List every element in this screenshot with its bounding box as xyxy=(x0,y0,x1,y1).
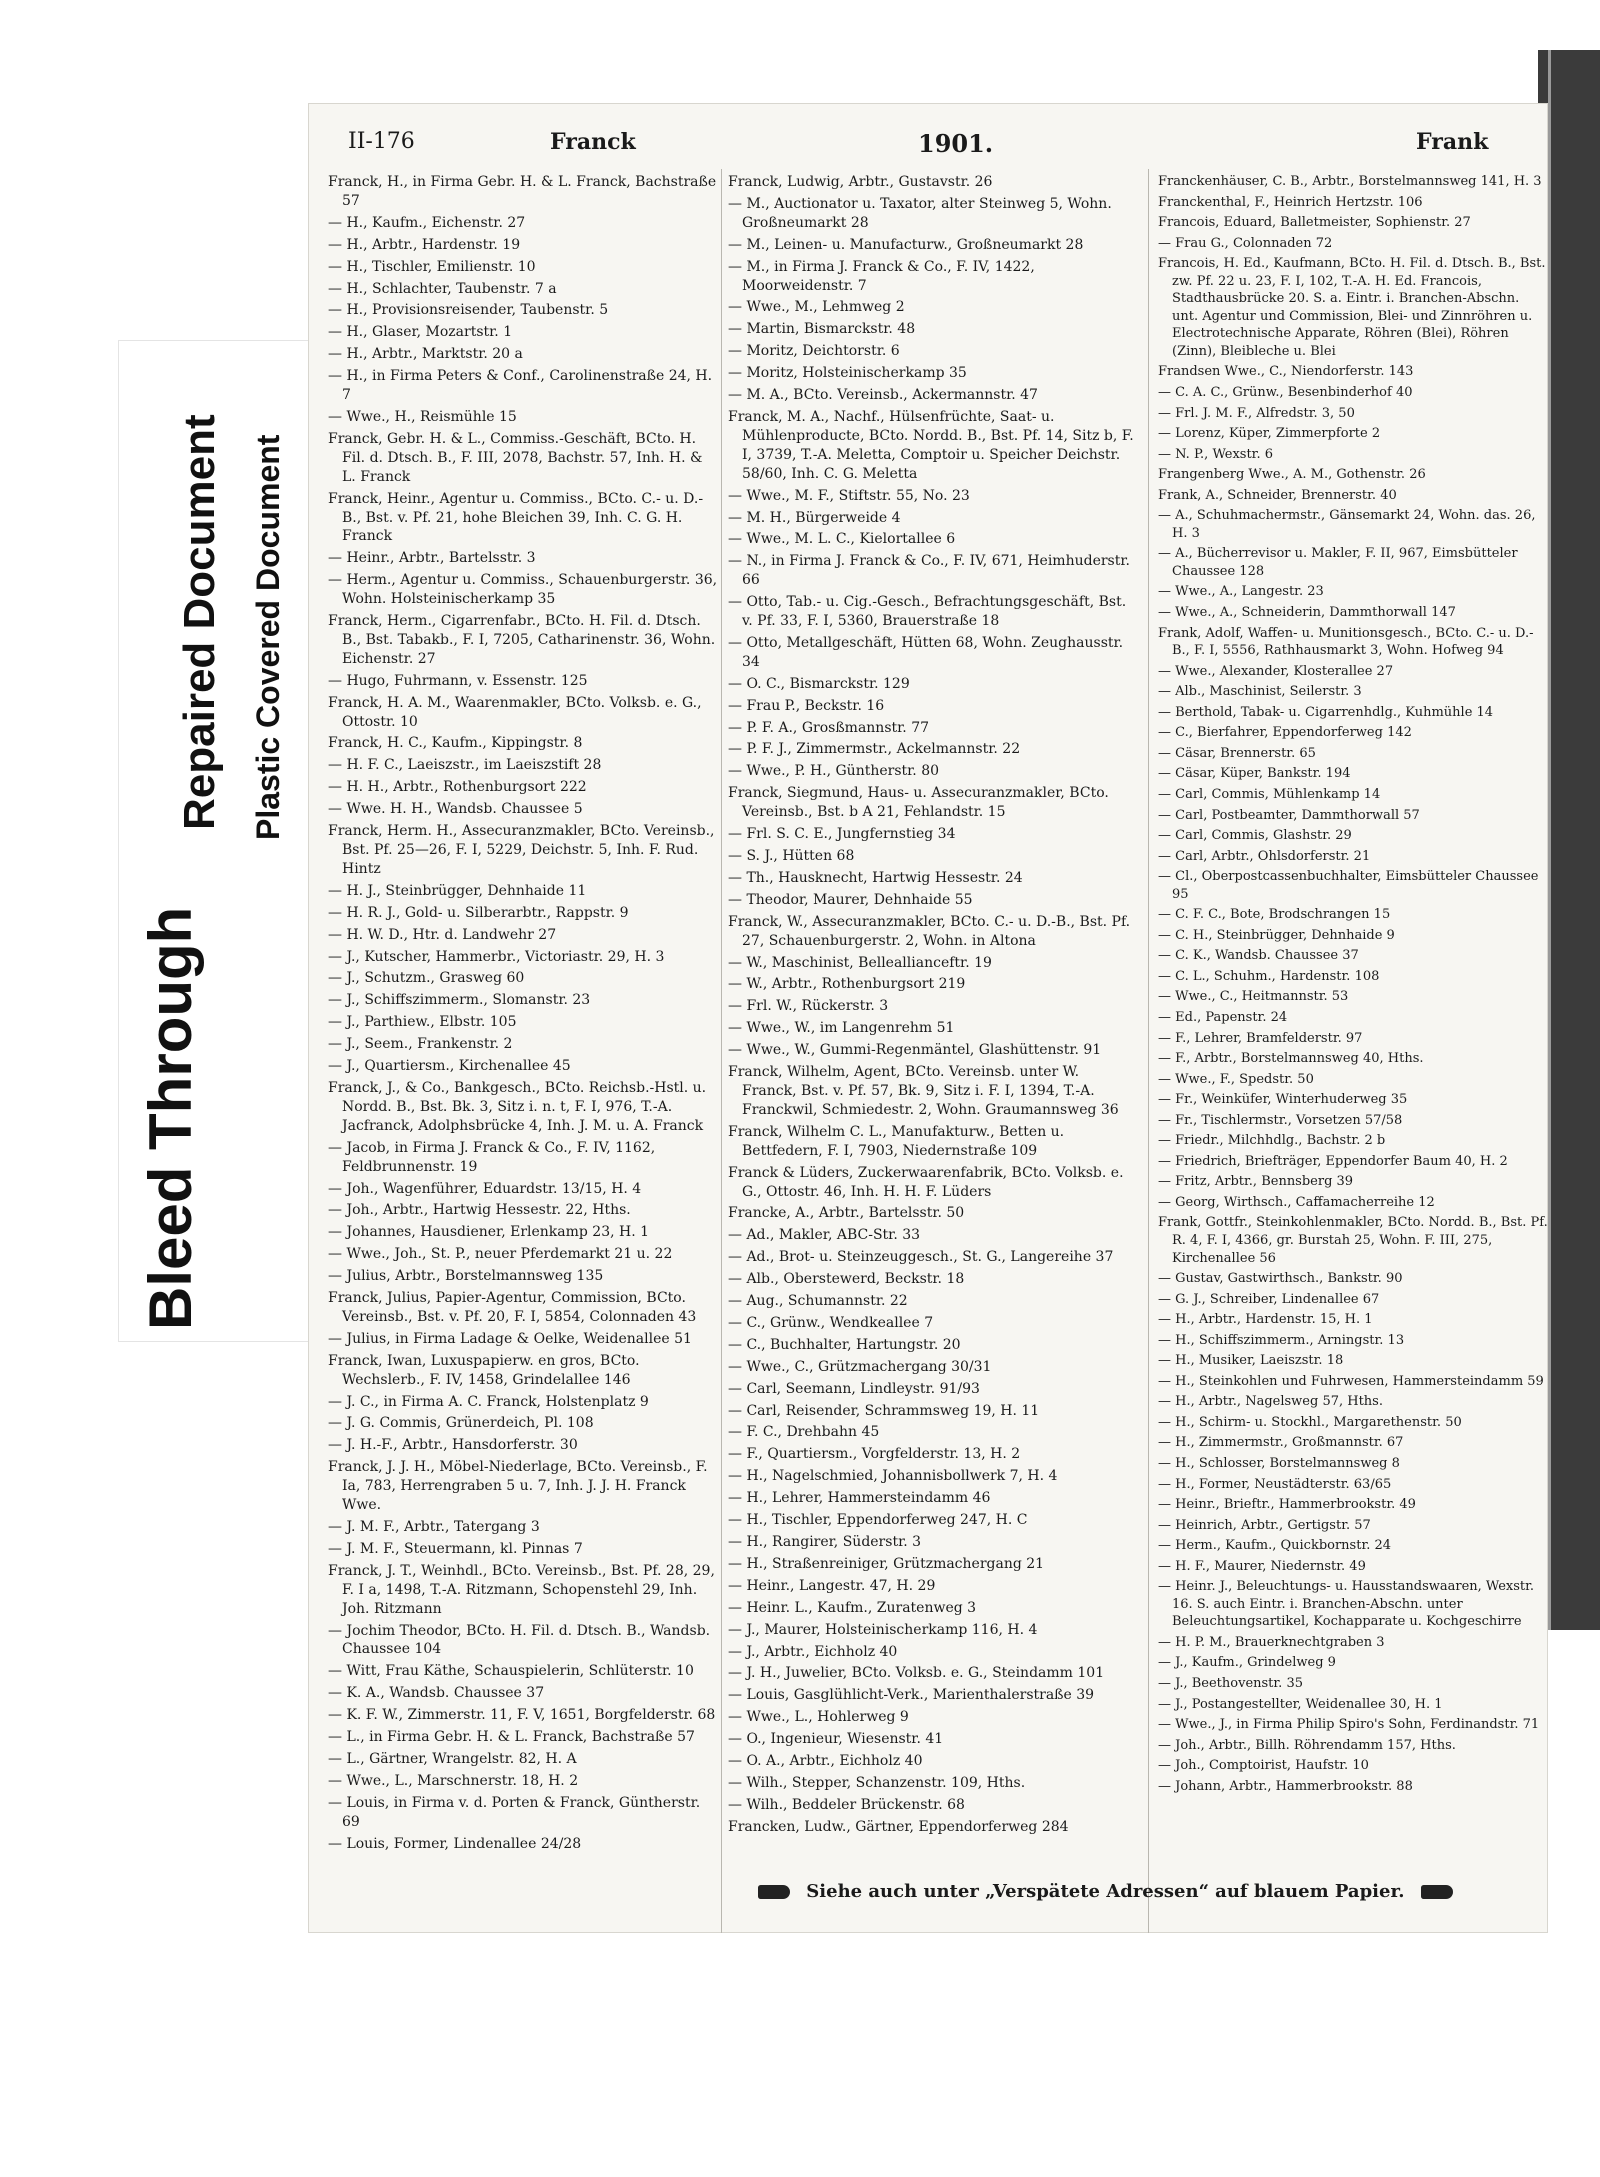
directory-entry: — Carl, Reisender, Schrammsweg 19, H. 11 xyxy=(728,1402,1040,1419)
directory-entry: — Wwe., C., Heitmannstr. 53 xyxy=(1158,989,1349,1005)
directory-entry: — H., Glaser, Mozartstr. 1 xyxy=(328,324,513,341)
directory-entry: — N. P., Wexstr. 6 xyxy=(1158,446,1273,462)
directory-entry: — Ad., Makler, ABC-Str. 33 xyxy=(728,1227,921,1244)
directory-entry: — M., in Firma J. Franck & Co., F. IV, 1422, Moorweidenstr. 7 xyxy=(728,258,1035,294)
directory-entry: — Herm., Agentur u. Commiss., Schauenburgerstr. 36, Wohn. Holsteinischerkamp 35 xyxy=(328,572,718,608)
directory-entry: — M. H., Bürgerweide 4 xyxy=(728,509,901,526)
directory-entry: — L., Gärtner, Wrangelstr. 82, H. A xyxy=(328,1750,577,1767)
directory-entry: — H., Lehrer, Hammersteindamm 46 xyxy=(728,1490,991,1507)
directory-entry: — Carl, Commis, Mühlenkamp 14 xyxy=(1158,786,1381,802)
directory-entry: — J., Maurer, Holsteinischerkamp 116, H. 4 xyxy=(728,1621,1038,1638)
directory-entry: Franck & Lüders, Zuckerwaarenfabrik, BCto. Volksb. e. G., Ottostr. 46, Inh. H. H. F. Lüders xyxy=(728,1164,1124,1200)
directory-entry: — H., Schlosser, Borstelmannsweg 8 xyxy=(1158,1456,1400,1471)
column-divider xyxy=(1148,169,1149,1933)
directory-entry: — Fritz, Arbtr., Bennsberg 39 xyxy=(1158,1174,1354,1190)
directory-entry: — C. H., Steinbrügger, Dehnhaide 9 xyxy=(1158,927,1395,943)
directory-entry: — Julius, Arbtr., Borstelmannsweg 135 xyxy=(328,1268,604,1285)
directory-entry: Franck, Gebr. H. & L., Commiss.-Geschäft, BCto. H. Fil. d. Dtsch. B., F. III, 2078, Bachstr. 57, Inh. H. & L. Franck xyxy=(328,430,703,485)
directory-entry: — F. C., Drehbahn 45 xyxy=(728,1424,880,1441)
directory-entry: — Wwe., P. H., Güntherstr. 80 xyxy=(728,763,940,780)
directory-entry: — Theodor, Maurer, Dehnhaide 55 xyxy=(728,891,973,908)
directory-entry: — C. F. C., Bote, Brodschrangen 15 xyxy=(1158,907,1391,923)
directory-entry: — Heinrich, Arbtr., Gertigstr. 57 xyxy=(1158,1517,1371,1533)
directory-entry: — Th., Hausknecht, Hartwig Hessestr. 24 xyxy=(728,869,1023,886)
directory-entry: — J. M. F., Arbtr., Tatergang 3 xyxy=(328,1519,540,1535)
directory-entry: Franck, W., Assecuranzmakler, BCto. C.- u. D.-B., Bst. Pf. 27, Schauenburgerstr. 2, Wohn. in Altona xyxy=(728,913,1131,949)
directory-entry: — Frl. S. C. E., Jungfernstieg 34 xyxy=(728,826,956,843)
directory-entry: — J., Postangestellter, Weidenallee 30, H. 1 xyxy=(1158,1696,1443,1712)
directory-entry: — Joh., Arbtr., Billh. Röhrendamm 157, Hths. xyxy=(1158,1737,1456,1753)
directory-entry: — A., Schuhmachermstr., Gänsemarkt 24, Wohn. das. 26, H. 3 xyxy=(1158,508,1536,541)
directory-entry: — Wilh., Beddeler Brückenstr. 68 xyxy=(728,1796,965,1813)
directory-entry: — Joh., Comptoirist, Haufstr. 10 xyxy=(1158,1758,1369,1774)
directory-entry: — Georg, Wirthsch., Caffamacherreihe 12 xyxy=(1158,1194,1435,1210)
directory-entry: — H., Former, Neustädterstr. 63/65 xyxy=(1158,1476,1392,1492)
directory-entry: — Wwe., M., Lehmweg 2 xyxy=(728,299,905,316)
directory-entry: Francken, Ludw., Gärtner, Eppendorferweg 284 xyxy=(728,1818,1069,1835)
pointing-hand-icon xyxy=(758,1885,790,1899)
directory-entry: — Otto, Metallgeschäft, Hütten 68, Wohn. Zeughausstr. 34 xyxy=(728,634,1124,670)
directory-entry: — H. P. M., Brauerknechtgraben 3 xyxy=(1158,1634,1385,1650)
directory-entry: — Cl., Oberpostcassenbuchhalter, Eimsbütteler Chaussee 95 xyxy=(1158,869,1539,902)
directory-entry: — O., Ingenieur, Wiesenstr. 41 xyxy=(728,1731,944,1748)
directory-entry: — H., Rangirer, Süderstr. 3 xyxy=(728,1534,922,1550)
directory-entry: — Friedrich, Briefträger, Eppendorfer Baum 40, H. 2 xyxy=(1158,1153,1508,1169)
directory-entry: — Gustav, Gastwirthsch., Bankstr. 90 xyxy=(1158,1271,1403,1287)
directory-entry: — Carl, Arbtr., Ohlsdorferstr. 21 xyxy=(1158,848,1371,864)
directory-entry: — P. F. A., Grosßmannstr. 77 xyxy=(728,719,930,736)
directory-entry: Frandsen Wwe., C., Niendorferstr. 143 xyxy=(1158,364,1414,380)
directory-entry: — Wwe., M. L. C., Kielortallee 6 xyxy=(728,531,956,548)
directory-entry: — H., Arbtr., Marktstr. 20 a xyxy=(328,346,523,363)
directory-entry: — J., Parthiew., Elbstr. 105 xyxy=(328,1014,517,1031)
directory-entry: — Wwe., C., Grützmachergang 30/31 xyxy=(728,1358,992,1375)
right-running-head: Frank xyxy=(1416,129,1489,155)
directory-entry: — H. J., Steinbrügger, Dehnhaide 11 xyxy=(328,882,587,899)
directory-entry: Frank, Gottfr., Steinkohlenmakler, BCto. Nordd. B., Bst. Pf. R. 4, F. I, 4366, gr. Burstah 25, Wohn. F. III, 275, Kirchenallee 56 xyxy=(1158,1215,1548,1266)
directory-entry: — W., Arbtr., Rothenburgsort 219 xyxy=(728,976,966,993)
directory-entry: — H. R. J., Gold- u. Silberarbtr., Rappstr. 9 xyxy=(328,904,629,921)
directory-entry: — Jacob, in Firma J. Franck & Co., F. IV, 1162, Feldbrunnenstr. 19 xyxy=(328,1139,656,1175)
directory-column-1 xyxy=(328,173,718,1857)
directory-entry: — J., Schutzm., Grasweg 60 xyxy=(328,970,525,987)
directory-entry: Frank, A., Schneider, Brennerstr. 40 xyxy=(1158,487,1397,503)
directory-entry: — Louis, in Firma v. d. Porten & Franck, Güntherstr. 69 xyxy=(328,1794,701,1830)
directory-entry: Franck, H. C., Kaufm., Kippingstr. 8 xyxy=(328,735,583,752)
directory-entry: — Lorenz, Küper, Zimmerpforte 2 xyxy=(1158,426,1381,442)
directory-entry: — J., Seem., Frankenstr. 2 xyxy=(328,1036,513,1053)
directory-entry: Franckenthal, F., Heinrich Hertzstr. 106 xyxy=(1158,194,1423,210)
directory-entry: — Frau P., Beckstr. 16 xyxy=(728,697,885,714)
directory-entry: — Fr., Weinküfer, Winterhuderweg 35 xyxy=(1158,1092,1408,1108)
directory-entry: — H., Arbtr., Nagelsweg 57, Hths. xyxy=(1158,1394,1383,1410)
directory-entry: — Wwe., Joh., St. P., neuer Pferdemarkt 21 u. 22 xyxy=(328,1246,673,1263)
left-running-head: Franck xyxy=(550,129,636,155)
directory-entry: — H. F. C., Laeiszstr., im Laeiszstift 28 xyxy=(328,757,602,774)
directory-entry: — Friedr., Milchhdlg., Bachstr. 2 b xyxy=(1158,1133,1386,1149)
directory-entry: — O. C., Bismarckstr. 129 xyxy=(728,675,910,692)
directory-entry: — Heinr., Arbtr., Bartelsstr. 3 xyxy=(328,550,536,567)
directory-entry: — Witt, Frau Käthe, Schauspielerin, Schlüterstr. 10 xyxy=(328,1663,694,1680)
directory-entry: — H., Straßenreiniger, Grützmachergang 21 xyxy=(728,1555,1045,1572)
directory-entry: — Moritz, Deichtorstr. 6 xyxy=(728,343,900,360)
directory-entry: — Moritz, Holsteinischerkamp 35 xyxy=(728,365,967,382)
directory-entry: — Johann, Arbtr., Hammerbrookstr. 88 xyxy=(1158,1778,1413,1794)
directory-entry: — F., Quartiersm., Vorgfelderstr. 13, H. 2 xyxy=(728,1446,1021,1463)
directory-entry: — H. W. D., Htr. d. Landwehr 27 xyxy=(328,926,557,943)
directory-entry: — Joh., Arbtr., Hartwig Hessestr. 22, Hths. xyxy=(328,1202,631,1219)
directory-entry: — Wwe., L., Marschnerstr. 18, H. 2 xyxy=(328,1772,579,1789)
directory-entry: — H., Kaufm., Eichenstr. 27 xyxy=(328,214,526,231)
directory-entry: Franck, Iwan, Luxuspapierw. en gros, BCto. Wechslerb., F. IV, 1458, Grindelallee 146 xyxy=(328,1352,640,1388)
directory-entry: — Wwe., A., Schneiderin, Dammthorwall 147 xyxy=(1158,605,1456,621)
directory-entry: — H., Steinkohlen und Fuhrwesen, Hammersteindamm 59 xyxy=(1158,1373,1544,1389)
directory-entry: — C. L., Schuhm., Hardenstr. 108 xyxy=(1158,968,1380,984)
directory-entry: — M., Auctionator u. Taxator, alter Steinweg 5, Wohn. Großneumarkt 28 xyxy=(728,195,1112,231)
directory-entry: — Wilh., Stepper, Schanzenstr. 109, Hths. xyxy=(728,1774,1026,1791)
directory-entry: — H., Tischler, Eppendorferweg 247, H. C xyxy=(728,1512,1028,1529)
directory-entry: Franck, Heinr., Agentur u. Commiss., BCto. C.- u. D.-B., Bst. v. Pf. 21, hohe Bleichen 39, Inh. C. G. H. Franck xyxy=(328,490,704,545)
directory-entry: — Ad., Brot- u. Steinzeuggesch., St. G., Langereihe 37 xyxy=(728,1249,1114,1266)
directory-entry: Francois, Eduard, Balletmeister, Sophienstr. 27 xyxy=(1158,215,1471,231)
directory-entry: — F., Arbtr., Borstelmannsweg 40, Hths. xyxy=(1158,1051,1424,1067)
directory-entry: — C. A. C., Grünw., Besenbinderhof 40 xyxy=(1158,385,1413,401)
plastic-covered-stamp: Plastic Covered Document xyxy=(250,434,286,840)
directory-entry: Franck, Julius, Papier-Agentur, Commission, BCto. Vereinsb., Bst. v. Pf. 20, F. I, 5854, Colonnaden 43 xyxy=(328,1290,697,1325)
directory-entry: — M., Leinen- u. Manufacturw., Großneumarkt 28 xyxy=(728,236,1084,253)
directory-entry: — Fr., Tischlermstr., Vorsetzen 57/58 xyxy=(1158,1112,1403,1128)
directory-entry: — N., in Firma J. Franck & Co., F. IV, 671, Heimhuderstr. 66 xyxy=(728,553,1130,589)
directory-entry: — H. F., Maurer, Niedernstr. 49 xyxy=(1158,1558,1366,1574)
directory-entry: — Carl, Seemann, Lindleystr. 91/93 xyxy=(728,1380,980,1397)
directory-entry: Franck, H. A. M., Waarenmakler, BCto. Volksb. e. G., Ottostr. 10 xyxy=(328,694,702,730)
directory-entry: — Cäsar, Brennerstr. 65 xyxy=(1158,745,1316,761)
directory-entry: — Wwe., J., in Firma Philip Spiro's Sohn, Ferdinandstr. 71 xyxy=(1158,1717,1540,1733)
directory-entry: — H., Provisionsreisender, Taubenstr. 5 xyxy=(328,302,609,319)
column-divider xyxy=(721,169,722,1933)
directory-entry: — Ed., Papenstr. 24 xyxy=(1158,1009,1288,1025)
directory-entry: — Wwe., H., Reismühle 15 xyxy=(328,408,517,425)
directory-entry: — J. C., in Firma A. C. Franck, Holstenplatz 9 xyxy=(328,1393,649,1410)
directory-entry: — H., in Firma Peters & Conf., Carolinenstraße 24, H. 7 xyxy=(328,368,713,404)
directory-entry: — Wwe., M. F., Stiftstr. 55, No. 23 xyxy=(728,487,970,504)
directory-entry: — J. H.-F., Arbtr., Hansdorferstr. 30 xyxy=(328,1437,578,1454)
directory-entry: — Wwe., A., Langestr. 23 xyxy=(1158,584,1324,600)
directory-entry: — Otto, Tab.- u. Cig.-Gesch., Befrachtungsgeschäft, Bst. v. Pf. 33, F. I, 5360, Brauerstraße 18 xyxy=(728,594,1127,630)
directory-entry: Frangenberg Wwe., A. M., Gothenstr. 26 xyxy=(1158,467,1426,483)
directory-entry: — H., Arbtr., Hardenstr. 19 xyxy=(328,236,521,253)
directory-entry: — C., Buchhalter, Hartungstr. 20 xyxy=(728,1336,961,1353)
pointing-hand-icon xyxy=(1421,1885,1453,1899)
directory-entry: — H., Musiker, Laeiszstr. 18 xyxy=(1158,1353,1344,1369)
directory-entry: Franck, M. A., Nachf., Hülsenfrüchte, Saat- u. Mühlenproducte, BCto. Nordd. B., Bst. Pf. 14, Sitz b, F. I, 3739, T.-A. Meletta, Comptoir u. Speicher Deichstr. 58/60, Inh. C. G. Meletta xyxy=(728,408,1134,482)
directory-entry: — H. H., Arbtr., Rothenburgsort 222 xyxy=(328,779,587,796)
directory-entry: — C., Bierfahrer, Eppendorferweg 142 xyxy=(1158,725,1412,741)
directory-entry: — H., Zimmermstr., Großmannstr. 67 xyxy=(1158,1435,1404,1451)
directory-entry: — J., Arbtr., Eichholz 40 xyxy=(728,1643,898,1660)
directory-entry: — Cäsar, Küper, Bankstr. 194 xyxy=(1158,766,1351,782)
directory-entry: — J. M. F., Steuermann, kl. Pinnas 7 xyxy=(328,1540,583,1557)
directory-entry: — Frl. W., Rückerstr. 3 xyxy=(728,998,889,1015)
directory-entry: — K. A., Wandsb. Chaussee 37 xyxy=(328,1685,545,1702)
directory-entry: — K. F. W., Zimmerstr. 11, F. V, 1651, Borgfelderstr. 68 xyxy=(328,1707,716,1724)
directory-entry: Franck, Siegmund, Haus- u. Assecuranzmakler, BCto. Vereinsb., Bst. b A 21, Fehlandstr. 15 xyxy=(728,785,1109,821)
page-number: II-176 xyxy=(348,129,415,154)
directory-page xyxy=(308,103,1548,1933)
directory-entry: Franck, Wilhelm C. L., Manufakturw., Betten u. Bettfedern, F. I, 7903, Niedernstraße 109 xyxy=(728,1123,1065,1159)
directory-entry: Franck, Ludwig, Arbtr., Gustavstr. 26 xyxy=(728,174,993,190)
directory-entry: — Joh., Wagenführer, Eduardstr. 13/15, H. 4 xyxy=(328,1180,642,1197)
directory-entry: — Frl. J. M. F., Alfredstr. 3, 50 xyxy=(1158,405,1355,421)
directory-entry: Franckenhäuser, C. B., Arbtr., Borstelmannsweg 141, H. 3 xyxy=(1158,174,1542,189)
directory-entry: — Louis, Gasglühlicht-Verk., Marienthalerstraße 39 xyxy=(728,1687,1095,1704)
directory-entry: Franck, J. J. H., Möbel-Niederlage, BCto. Vereinsb., F. Ia, 783, Herrengraben 5 u. 7, Inh. J. J. H. Franck Wwe. xyxy=(328,1459,708,1514)
repaired-document-stamp: Repaired Document xyxy=(175,414,224,830)
directory-entry: — Heinr. L., Kaufm., Zuratenweg 3 xyxy=(728,1599,977,1616)
directory-entry: — Martin, Bismarckstr. 48 xyxy=(728,321,916,338)
directory-entry: — Alb., Maschinist, Seilerstr. 3 xyxy=(1158,684,1362,700)
directory-entry: — J. G. Commis, Grünerdeich, Pl. 108 xyxy=(328,1415,594,1432)
directory-entry: — G. J., Schreiber, Lindenallee 67 xyxy=(1158,1291,1380,1307)
directory-entry: Franck, H., in Firma Gebr. H. & L. Franck, Bachstraße 57 xyxy=(328,174,717,209)
directory-entry: Franck, Herm., Cigarrenfabr., BCto. H. Fil. d. Dtsch. B., Bst. Tabakb., F. I, 7205, Catharinenstr. 36, Wohn. Eichenstr. 27 xyxy=(328,613,716,667)
directory-entry: Frank, Adolf, Waffen- u. Munitionsgesch., BCto. C.- u. D.-B., F. I, 5556, Rathhausmarkt 3, Wohn. Hofweg 94 xyxy=(1158,625,1534,659)
directory-entry: Francke, A., Arbtr., Bartelsstr. 50 xyxy=(728,1205,965,1222)
directory-entry: — J., Schiffszimmerm., Slomanstr. 23 xyxy=(328,992,591,1009)
page-footer-note xyxy=(748,1881,1463,1902)
directory-entry: — Alb., Oberstewerd, Beckstr. 18 xyxy=(728,1271,965,1288)
directory-entry: — Carl, Commis, Glashstr. 29 xyxy=(1158,828,1352,844)
directory-entry: — H., Schiffszimmerm., Arningstr. 13 xyxy=(1158,1332,1405,1348)
directory-entry: — Berthold, Tabak- u. Cigarrenhdlg., Kuhmühle 14 xyxy=(1158,704,1494,720)
directory-entry: — Johannes, Hausdiener, Erlenkamp 23, H. 1 xyxy=(328,1224,650,1241)
directory-entry: — Carl, Postbeamter, Dammthorwall 57 xyxy=(1158,807,1420,823)
directory-entry: Franck, J. T., Weinhdl., BCto. Vereinsb., Bst. Pf. 28, 29, F. I a, 1498, T.-A. Ritzmann, Schopenstehl 29, Inh. Joh. Ritzmann xyxy=(328,1562,715,1617)
directory-column-3 xyxy=(1158,173,1548,1798)
directory-entry: — J. H., Juwelier, BCto. Volksb. e. G., Steindamm 101 xyxy=(728,1665,1105,1682)
directory-entry: — W., Maschinist, Belleallianceftr. 19 xyxy=(728,954,992,971)
footer-text: Siehe auch unter „Verspätete Adressen“ auf blauem Papier. xyxy=(806,1881,1405,1902)
directory-entry: — Julius, in Firma Ladage & Oelke, Weidenallee 51 xyxy=(328,1330,692,1347)
directory-entry: — L., in Firma Gebr. H. & L. Franck, Bachstraße 57 xyxy=(328,1729,695,1746)
directory-entry: — A., Bücherrevisor u. Makler, F. II, 967, Eimsbütteler Chaussee 128 xyxy=(1158,546,1518,579)
directory-entry: — H., Tischler, Emilienstr. 10 xyxy=(328,258,536,275)
directory-entry: — J., Quartiersm., Kirchenallee 45 xyxy=(328,1058,571,1075)
bleed-through-stamp: Bleed Through xyxy=(137,906,204,1330)
directory-entry: Francois, H. Ed., Kaufmann, BCto. H. Fil. d. Dtsch. B., Bst. zw. Pf. 22 u. 23, F. I, 102, T.-A. H. Ed. Francois, Stadthausbrücke 20. S. a. Eintr. i. Branchen-Abschn. unt. Agentur und Commission, Blei- und Zinnröhren u. Electrotechnische Apparate, Röhren (Blei), Röhren (Zinn), Bleibleche u. Blei xyxy=(1158,256,1546,359)
directory-entry: — J., Kutscher, Hammerbr., Victoriastr. 29, H. 3 xyxy=(328,948,665,965)
directory-entry: — H., Arbtr., Hardenstr. 15, H. 1 xyxy=(1158,1312,1373,1328)
directory-entry: — C. K., Wandsb. Chaussee 37 xyxy=(1158,948,1359,964)
page-header xyxy=(308,129,1548,165)
directory-entry: — Heinr., Langestr. 47, H. 29 xyxy=(728,1577,936,1594)
directory-entry: — O. A., Arbtr., Eichholz 40 xyxy=(728,1753,923,1770)
directory-entry: — Wwe., Alexander, Klosterallee 27 xyxy=(1158,663,1394,679)
directory-entry: Franck, J., & Co., Bankgesch., BCto. Reichsb.-Hstl. u. Nordd. B., Bst. Bk. 3, Sitz i. n. t, F. I, 976, T.-A. Jacfranck, Adolphsbrücke 4, Inh. J. M. u. A. Franck xyxy=(328,1079,707,1134)
directory-entry: Franck, Herm. H., Assecuranzmakler, BCto. Vereinsb., Bst. Pf. 25—26, F. I, 5229, Deichstr. 5, Inh. F. Rud. Hintz xyxy=(328,823,715,877)
directory-entry: — J., Beethovenstr. 35 xyxy=(1158,1676,1303,1692)
year-heading: 1901. xyxy=(918,129,994,158)
directory-entry: — Frau G., Colonnaden 72 xyxy=(1158,235,1333,251)
directory-entry: Franck, Wilhelm, Agent, BCto. Vereinsb. unter W. Franck, Bst. v. Pf. 57, Bk. 9, Sitz i. F. I, 1394, T.-A. Franckwil, Schmiedestr. 2, Wohn. Graumannsweg 36 xyxy=(728,1064,1119,1118)
directory-entry: — H., Schlachter, Taubenstr. 7 a xyxy=(328,280,557,297)
directory-entry: — Heinr., Brieftr., Hammerbrookstr. 49 xyxy=(1158,1497,1416,1513)
directory-entry: — Aug., Schumannstr. 22 xyxy=(728,1293,908,1310)
directory-entry: — Louis, Former, Lindenallee 24/28 xyxy=(328,1835,582,1852)
directory-entry: — Heinr. J., Beleuchtungs- u. Hausstandswaaren, Wexstr. 16. S. auch Eintr. i. Branchen-Abschn. unter Beleuchtungsartikel, Kochapparate u. Kochgeschirre xyxy=(1158,1579,1535,1630)
directory-entry: — M. A., BCto. Vereinsb., Ackermannstr. 47 xyxy=(728,387,1038,404)
directory-entry: — F., Lehrer, Bramfelderstr. 97 xyxy=(1158,1030,1363,1046)
directory-entry: — Wwe., W., im Langenrehm 51 xyxy=(728,1020,955,1037)
directory-entry: — P. F. J., Zimmermstr., Ackelmannstr. 22 xyxy=(728,741,1021,758)
directory-entry: — Hugo, Fuhrmann, v. Essenstr. 125 xyxy=(328,672,588,689)
directory-entry: — H., Schirm- u. Stockhl., Margarethenstr. 50 xyxy=(1158,1414,1462,1430)
directory-entry: — Wwe., L., Hohlerweg 9 xyxy=(728,1709,909,1726)
directory-entry: — Wwe. H. H., Wandsb. Chaussee 5 xyxy=(328,801,583,818)
directory-entry: — C., Grünw., Wendkeallee 7 xyxy=(728,1314,934,1331)
directory-entry: — Jochim Theodor, BCto. H. Fil. d. Dtsch. B., Wandsb. Chaussee 104 xyxy=(328,1622,711,1658)
directory-entry: — Herm., Kaufm., Quickbornstr. 24 xyxy=(1158,1538,1392,1554)
directory-entry: — J., Kaufm., Grindelweg 9 xyxy=(1158,1655,1336,1671)
directory-column-2 xyxy=(728,173,1138,1840)
directory-entry: — H., Nagelschmied, Johannisbollwerk 7, H. 4 xyxy=(728,1468,1058,1485)
directory-entry: — S. J., Hütten 68 xyxy=(728,848,855,864)
directory-entry: — Wwe., W., Gummi-Regenmäntel, Glashüttenstr. 91 xyxy=(728,1042,1102,1059)
directory-entry: — Wwe., F., Spedstr. 50 xyxy=(1158,1071,1314,1087)
